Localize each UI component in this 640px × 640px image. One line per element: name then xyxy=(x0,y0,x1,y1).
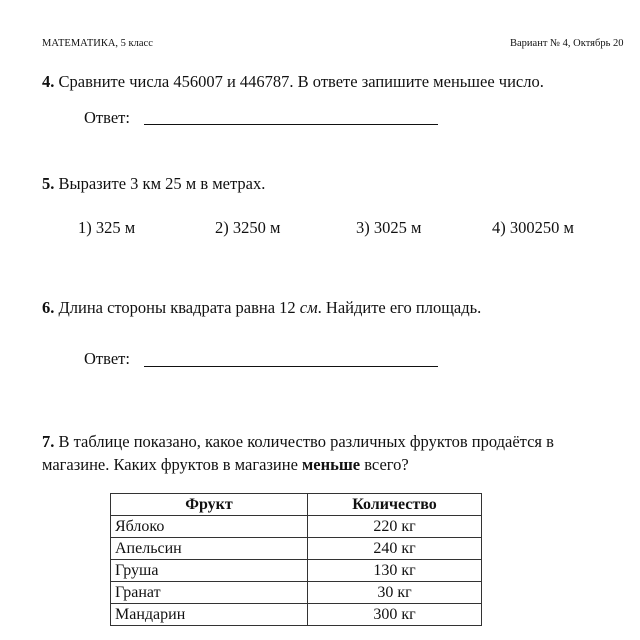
question-5-option-3[interactable]: 3) 3025 м xyxy=(356,218,422,237)
table-row xyxy=(111,604,482,626)
question-6-text-after: . Найдите его площадь. xyxy=(317,298,482,317)
question-7-number: 7. xyxy=(42,432,55,451)
question-6-number: 6. xyxy=(42,298,55,317)
question-6-answer-label: Ответ: xyxy=(84,349,130,368)
question-4-answer-line[interactable] xyxy=(144,124,438,125)
question-5 xyxy=(42,174,265,194)
question-5-text: Выразите 3 км 25 м в метрах. xyxy=(58,174,266,193)
table-row xyxy=(111,560,482,582)
fruit-table-header-row xyxy=(111,494,482,516)
question-6-answer-line[interactable] xyxy=(144,366,438,367)
fruit-name-cell: Мандарин xyxy=(111,604,308,626)
question-7-line-1 xyxy=(42,432,554,452)
fruit-table xyxy=(110,493,482,626)
question-5-number: 5. xyxy=(42,174,55,193)
fruit-column-header: Фрукт xyxy=(111,494,308,516)
question-4-number: 4. xyxy=(42,72,55,91)
question-4-answer-label: Ответ: xyxy=(84,108,130,127)
fruit-quantity-cell: 240 кг xyxy=(308,538,482,560)
fruit-quantity-cell: 130 кг xyxy=(308,560,482,582)
question-4 xyxy=(42,72,544,92)
fruit-name-cell: Гранат xyxy=(111,582,308,604)
quantity-column-header: Количество xyxy=(308,494,482,516)
fruit-quantity-cell: 30 кг xyxy=(308,582,482,604)
header-subject: МАТЕМАТИКА, 5 класс xyxy=(42,38,153,49)
fruit-quantity-cell: 300 кг xyxy=(308,604,482,626)
table-row xyxy=(111,538,482,560)
question-6 xyxy=(42,298,481,318)
header-variant: Вариант № 4, Октябрь 20 xyxy=(510,38,624,49)
question-4-text: Сравните числа 456007 и 446787. В ответе запишите меньшее число. xyxy=(58,72,544,91)
question-6-text-before: Длина стороны квадрата равна 12 xyxy=(58,298,300,317)
question-7-emphasis: меньше xyxy=(302,455,361,474)
table-row xyxy=(111,516,482,538)
fruit-quantity-cell: 220 кг xyxy=(308,516,482,538)
question-7-text-before: магазине. Каких фруктов в магазине xyxy=(42,455,303,474)
question-7-line-2 xyxy=(42,455,409,475)
question-7-text-line-1: В таблице показано, какое количество различных фруктов продаётся в xyxy=(58,432,554,451)
question-6-unit: см xyxy=(299,298,318,317)
question-5-option-1[interactable]: 1) 325 м xyxy=(78,218,136,237)
question-5-option-4[interactable]: 4) 300250 м xyxy=(492,218,574,237)
question-5-option-2[interactable]: 2) 3250 м xyxy=(215,218,281,237)
fruit-name-cell: Апельсин xyxy=(111,538,308,560)
fruit-name-cell: Яблоко xyxy=(111,516,308,538)
question-7-text-after: всего? xyxy=(360,455,409,474)
table-row xyxy=(111,582,482,604)
fruit-name-cell: Груша xyxy=(111,560,308,582)
